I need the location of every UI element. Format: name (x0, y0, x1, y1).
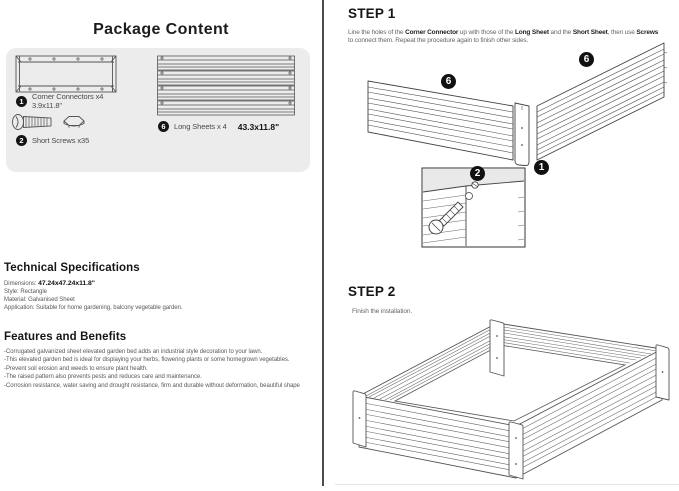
feature-item: -Corrosion resistance, water saving and drought resistance, firm and durable without deformation, beautiful shape (4, 382, 300, 389)
callout-screw: 2 (470, 166, 485, 181)
step2-title: STEP 2 (348, 284, 396, 299)
feature-item: -Corrugated galvanized sheet elevated garden bed adds an industrial style decoration to your lawn. (4, 349, 263, 355)
package-content-title: Package Content (93, 21, 229, 38)
package-item-short-screws (16, 135, 89, 146)
feature-item: -Prevent soil erosion and weeds to ensure plant health. (4, 365, 148, 372)
features-title: Features and Benefits (4, 331, 127, 343)
instructions-column (323, 0, 679, 491)
item-number-badge: 1 (16, 96, 27, 107)
instruction-line-2: to connect them. Repeat the procedure again to finish other sides. (348, 36, 529, 44)
package-item-long-sheets (158, 121, 279, 132)
step1-illustration (323, 40, 679, 252)
tech-specs-list (4, 280, 182, 312)
item-label: Short Screws x35 (32, 136, 90, 145)
screw-drawing (11, 112, 57, 132)
spec-dimensions: Dimensions: 47.24x47.24x11.8" (4, 280, 95, 287)
corner-connector-drawing (14, 54, 118, 94)
package-content-box (6, 48, 310, 172)
long-sheets-drawing (156, 55, 296, 117)
item-number-badge: 2 (16, 135, 27, 146)
spec-material: Material: Galvanised Sheet (4, 297, 75, 303)
feature-item: -The raised pattern also prevents pests and reduces care and maintenance. (4, 374, 202, 381)
item-label: Corner Connectors x4 3.9x11.8" (32, 92, 104, 110)
step2-illustration (323, 318, 679, 491)
item-label: Long Sheets x 4 (174, 122, 227, 131)
spec-style: Style: Rectangle (4, 289, 47, 295)
item-number-badge: 6 (158, 121, 169, 132)
features-list (4, 348, 300, 390)
package-item-corner-connectors (16, 92, 103, 110)
item-dimensions: 43.3x11.8" (237, 121, 280, 132)
spec-dimensions-value: 47.24x47.24x11.8" (38, 280, 95, 287)
step2-instruction: Finish the installation. (352, 308, 413, 315)
callout-long-sheet-left: 6 (441, 74, 456, 89)
spec-application: Application: Suitable for home gardening, balcony vegetable garden. (4, 305, 183, 311)
step1-title: STEP 1 (348, 6, 396, 21)
instruction-line-1: Line the holes of the Corner Connector up with those of the Long Sheet and the Short Sheet, then use Screws (348, 29, 659, 36)
tech-specs-title: Technical Specifications (4, 262, 140, 274)
nut-drawing (60, 114, 88, 130)
feature-item: -This elevated garden bed is ideal for displaying your herbs, flowering plants or some homegrown vegetables. (4, 357, 290, 364)
callout-corner-connector: 1 (534, 160, 549, 175)
callout-long-sheet-right: 6 (579, 52, 594, 67)
